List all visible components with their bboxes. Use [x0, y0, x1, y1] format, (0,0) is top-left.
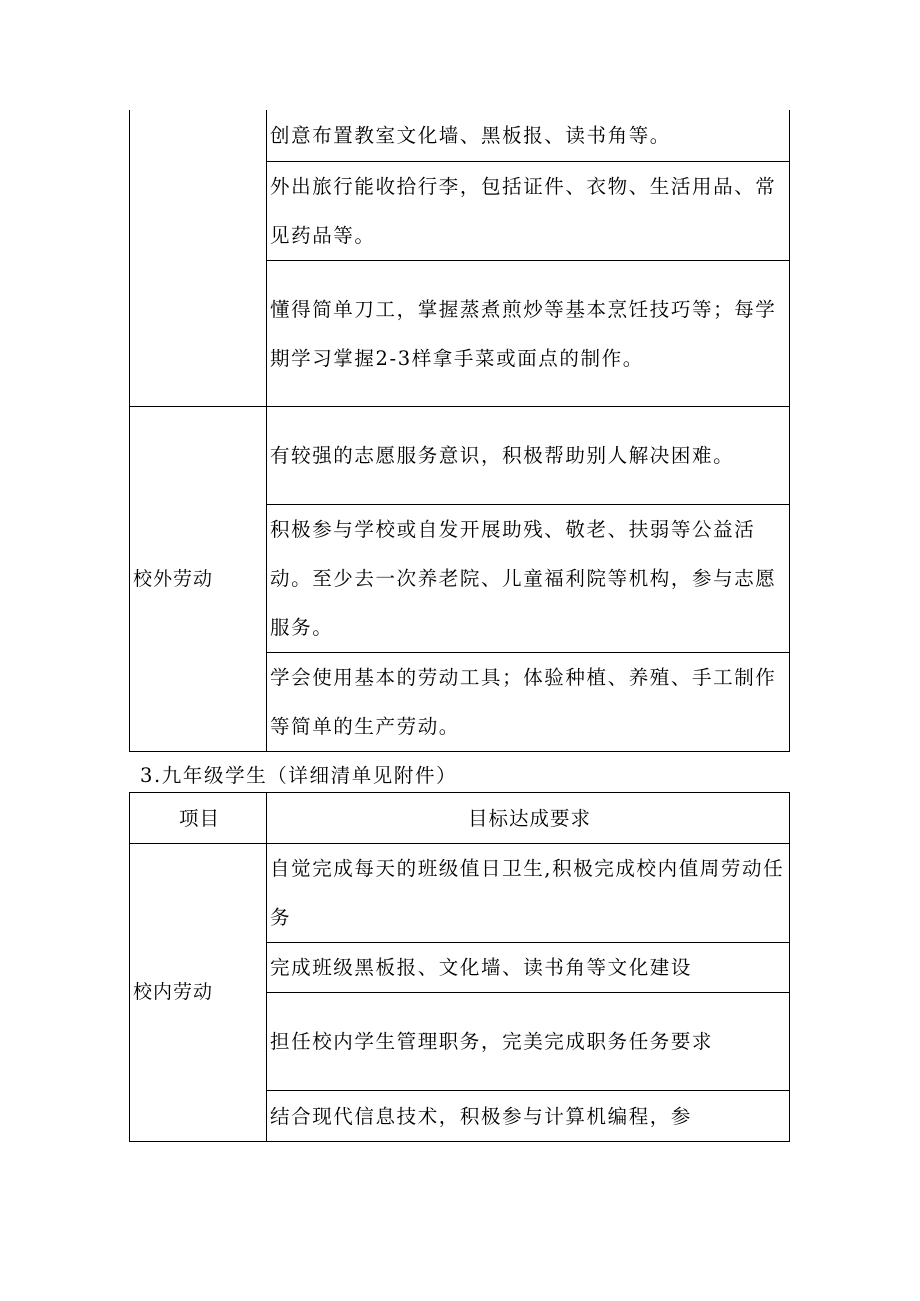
requirement-cell: 自觉完成每天的班级值日卫生,积极完成校内值周劳动任务: [267, 844, 790, 943]
requirement-cell: 积极参与学校或自发开展助残、敬老、扶弱等公益活动。至少去一次养老院、儿童福利院等机构，参与志愿服务。: [267, 505, 790, 653]
grade9-requirements-table: [129, 792, 790, 1142]
section-heading-grade9: 3.九年级学生（详细清单见附件）: [140, 764, 458, 787]
requirement-cell: 创意布置教室文化墙、黑板报、读书角等。: [267, 110, 790, 162]
requirement-cell: 外出旅行能收拾行李，包括证件、衣物、生活用品、常见药品等。: [267, 162, 790, 261]
header-item: 项目: [130, 793, 267, 844]
category-cell-outside-labor: 校外劳动: [130, 407, 267, 752]
requirement-cell: 懂得简单刀工，掌握蒸煮煎炒等基本烹饪技巧等；每学期学习掌握2-3样拿手菜或面点的制作。: [267, 261, 790, 407]
labor-requirements-table-continued: [129, 110, 790, 752]
requirement-cell: 有较强的志愿服务意识，积极帮助别人解决困难。: [267, 407, 790, 505]
requirement-cell: 结合现代信息技术，积极参与计算机编程，参: [267, 1091, 790, 1142]
table-header-row: [130, 793, 790, 844]
category-cell-inside-labor: 校内劳动: [130, 844, 267, 1142]
requirement-cell: 学会使用基本的劳动工具；体验种植、养殖、手工制作等简单的生产劳动。: [267, 653, 790, 752]
requirement-cell: 完成班级黑板报、文化墙、读书角等文化建设: [267, 943, 790, 993]
category-cell-continued: [130, 110, 267, 407]
table-row: [130, 407, 790, 505]
requirement-cell: 担任校内学生管理职务，完美完成职务任务要求: [267, 993, 790, 1091]
table-row: [130, 844, 790, 943]
header-goal: 目标达成要求: [267, 793, 790, 844]
table-row: [130, 110, 790, 162]
